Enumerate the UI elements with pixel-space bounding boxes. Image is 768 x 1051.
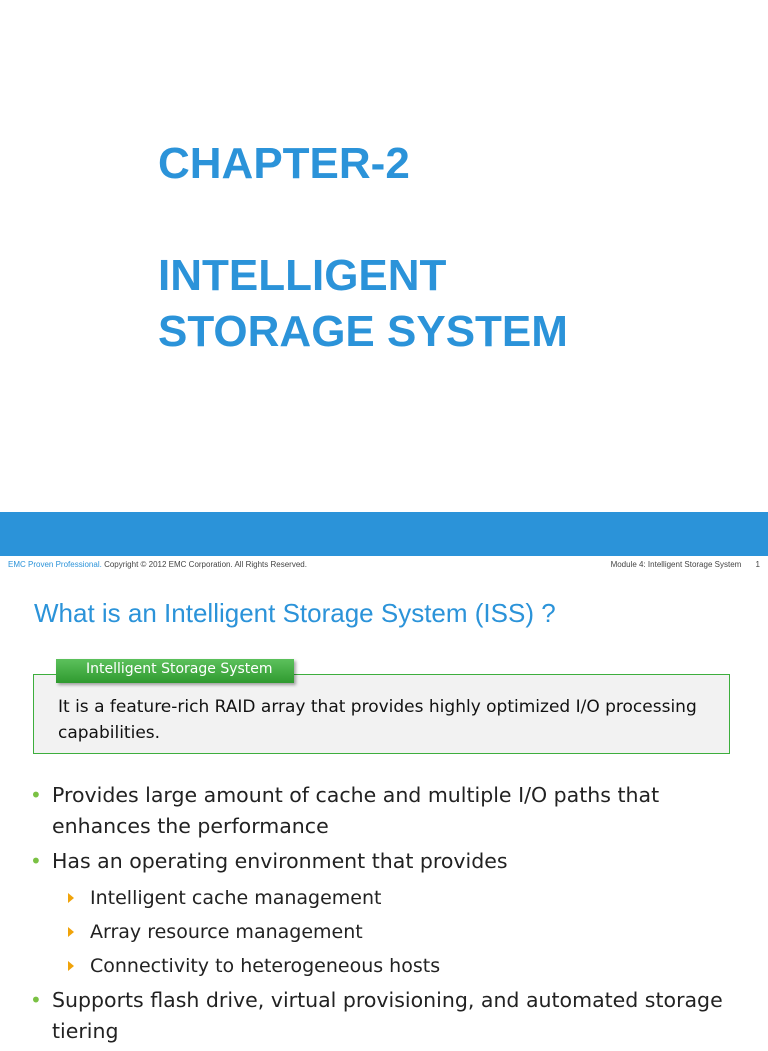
bullet-dot-icon: • — [30, 988, 42, 1012]
title-line: INTELLIGENT — [158, 251, 447, 300]
sub-bullet-text: Connectivity to heterogeneous hosts — [90, 955, 441, 977]
bullet-list — [30, 780, 750, 1051]
brand-link: EMC Proven Professional. — [8, 560, 102, 569]
list-item — [30, 985, 750, 1047]
bullet-text: Has an operating environment that provides — [52, 849, 508, 873]
footer-band — [0, 512, 768, 556]
bullet-text: Supports flash drive, virtual provisioning, and automated storage tiering — [52, 988, 723, 1043]
sub-bullet-text: Intelligent cache management — [90, 887, 382, 909]
sub-list-item — [30, 881, 750, 915]
triangle-arrow-icon — [68, 927, 74, 937]
sub-list-item — [30, 949, 750, 983]
page-title: What is an Intelligent Storage System (ISS) ? — [34, 598, 556, 628]
list-item — [30, 780, 750, 842]
triangle-arrow-icon — [68, 893, 74, 903]
sub-list-item — [30, 915, 750, 949]
sub-bullet-text: Array resource management — [90, 921, 363, 943]
bullet-dot-icon: • — [30, 783, 42, 807]
content-slide — [0, 576, 768, 1043]
page-number: 1 — [755, 560, 760, 569]
list-item — [30, 846, 750, 877]
definition-text: It is a feature-rich RAID array that provides highly optimized I/O processing capabilities. — [58, 697, 697, 743]
title-line: STORAGE SYSTEM — [158, 307, 568, 356]
module-label: Module 4: Intelligent Storage System — [610, 560, 742, 569]
triangle-arrow-icon — [68, 961, 74, 971]
slide-title — [158, 136, 568, 360]
bullet-dot-icon: • — [30, 849, 42, 873]
bullet-text: Provides large amount of cache and multiple I/O paths that enhances the performance — [52, 783, 660, 838]
definition-tab: Intelligent Storage System — [56, 659, 294, 683]
chapter-label: CHAPTER-2 — [158, 139, 410, 188]
footer — [0, 556, 768, 576]
copyright-text: Copyright © 2012 EMC Corporation. All Rights Reserved. — [104, 560, 307, 569]
